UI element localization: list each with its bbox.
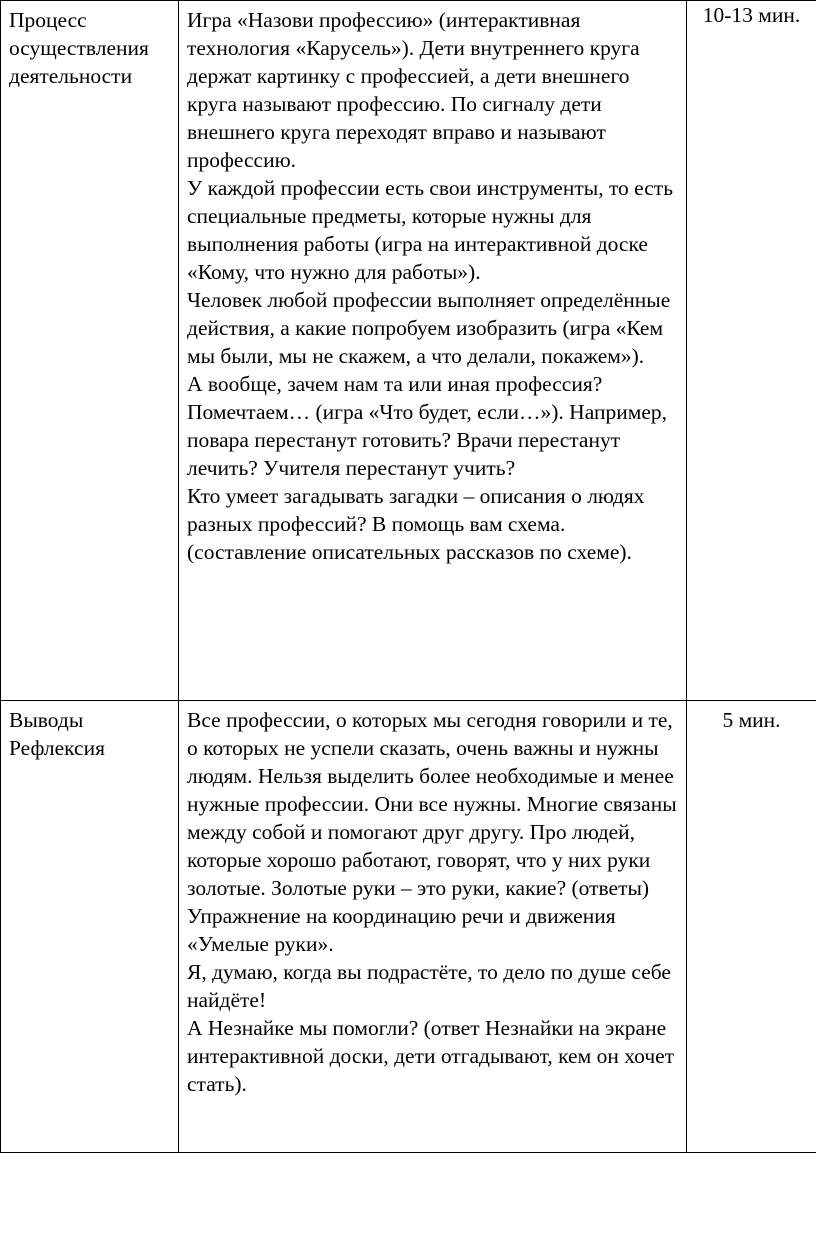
- content-paragraph: Игра «Назови профессию» (интерактивная технология «Карусель»). Дети внутреннего круга держат картинку с профессией, а дети внешнего круга называют профессию. По сигналу дети внешнего круга переходят вправо и называют профессию.: [187, 8, 640, 172]
- table-row-activity: [1, 1, 816, 701]
- stage-label-line: деятельности: [9, 64, 133, 88]
- time-cell: 10-13 мин.: [687, 1, 816, 701]
- stage-label-line: Выводы: [9, 708, 84, 732]
- stage-label-line: Рефлексия: [9, 736, 105, 760]
- stage-label-line: осуществления: [9, 36, 149, 60]
- stage-cell: [1, 1, 179, 701]
- table-row-reflection: [1, 701, 816, 1153]
- stage-label-line: Процесс: [9, 8, 87, 32]
- content-cell: [179, 701, 687, 1153]
- content-paragraph: А Незнайке мы помогли? (ответ Незнайки на экране интерактивной доски, дети отгадывают, кем он хочет стать).: [187, 1016, 675, 1096]
- content-paragraph: Все профессии, о которых мы сегодня говорили и те, о которых не успели сказать, очень важны и нужны людям. Нельзя выделить более необходимые и менее нужные профессии. Они все нужны. Многие связаны между собой и помогают друг другу. Про людей, которые хорошо работают, говорят, что у них руки золотые. Золотые руки – это руки, какие? (ответы) Упражнение на координацию речи и движения «Умелые руки».: [187, 708, 677, 956]
- content-paragraph: У каждой профессии есть свои инструменты, то есть специальные предметы, которые нужны для выполнения работы (игра на интерактивной доске «Кому, что нужно для работы»).: [187, 176, 673, 284]
- time-cell: 5 мин.: [687, 701, 816, 1153]
- stage-cell: [1, 701, 179, 1153]
- content-paragraph: Человек любой профессии выполняет определённые действия, а какие попробуем изобразить (игра «Кем мы были, мы не скажем, а что делали, покажем»).: [187, 288, 671, 368]
- content-cell: [179, 1, 687, 701]
- content-paragraph: Кто умеет загадывать загадки – описания о людях разных профессий? В помощь вам схема. (составление описательных рассказов по схеме).: [187, 484, 645, 564]
- content-paragraph: А вообще, зачем нам та или иная профессия? Помечтаем… (игра «Что будет, если…»). Например, повара перестанут готовить? Врачи перестанут лечить? Учителя перестанут учить?: [187, 372, 667, 480]
- content-paragraph: Я, думаю, когда вы подрастёте, то дело по душе себе найдёте!: [187, 960, 671, 1012]
